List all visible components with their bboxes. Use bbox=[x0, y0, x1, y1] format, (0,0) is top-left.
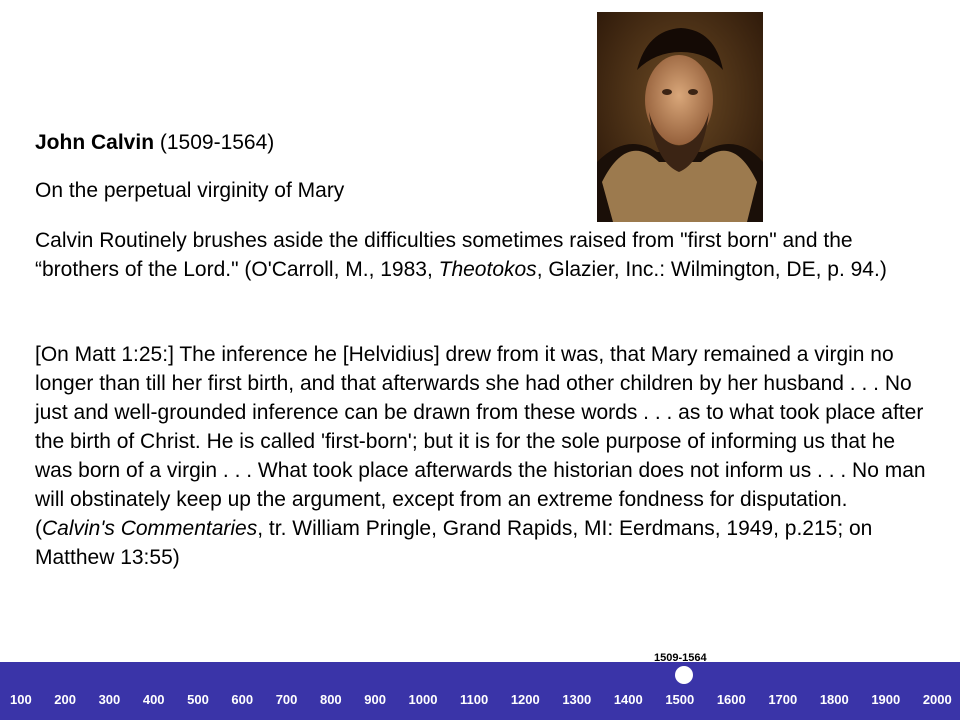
page-title bbox=[35, 128, 274, 157]
intro-text-end: , Glazier, Inc.: Wilmington, DE, p. 94.) bbox=[536, 258, 887, 281]
timeline-tick-label: 200 bbox=[54, 692, 76, 707]
citation-rest: , tr. William Pringle, Grand Rapids, MI: Eerdmans, 1949, p.215; on Matthew 13:55) bbox=[35, 517, 873, 569]
timeline-tick-label: 1700 bbox=[768, 692, 798, 707]
citation-title: Calvin's Commentaries bbox=[42, 517, 258, 540]
timeline-tick-label: 700 bbox=[275, 692, 298, 707]
timeline-ticks bbox=[10, 692, 952, 707]
timeline-tick-label: 100 bbox=[10, 692, 32, 707]
timeline-tick-label: 1600 bbox=[716, 692, 746, 707]
timeline-tick-label: 2000 bbox=[922, 692, 952, 707]
timeline-tick-label: 1400 bbox=[613, 692, 643, 707]
intro-book-title: Theotokos bbox=[438, 258, 537, 281]
timeline-tick-label: 1900 bbox=[871, 692, 901, 707]
timeline-tick-label: 600 bbox=[231, 692, 254, 707]
timeline-tick-label: 1500 bbox=[665, 692, 695, 707]
timeline-tick-label: 1100 bbox=[460, 692, 489, 707]
quote-body: [On Matt 1:25:] The inference he [Helvidius] drew from it was, that Mary remained a virgin no longer than till her first birth, and that afterwards she had other children by her husband . . . No just and well-grounded inference can be drawn from these words . . . as to what took place after the birth of Christ. He is called 'first-born'; but it is for the sole purpose of informing us that he was born of a virgin . . . What took place afterwards the historian does not inform us . . . No man will obstinately keep up the argument, except from an extreme fondness for disputation. bbox=[35, 343, 926, 511]
person-dates: (1509-1564) bbox=[154, 131, 275, 154]
quote-paragraph bbox=[35, 340, 935, 572]
timeline-tick-label: 1300 bbox=[562, 692, 592, 707]
portrait-image bbox=[597, 12, 763, 222]
timeline-tick-label: 400 bbox=[142, 692, 165, 707]
timeline-tick-label: 1000 bbox=[408, 692, 438, 707]
timeline-marker-label: 1509-1564 bbox=[654, 652, 707, 664]
timeline-bar bbox=[0, 662, 960, 720]
intro-text: Calvin Routinely brushes aside the difficulties sometimes raised from "first born" and the “brothers of the Lord." (O'Carroll, M., 1983, bbox=[35, 229, 853, 281]
intro-paragraph bbox=[35, 226, 915, 284]
timeline-marker-dot bbox=[675, 666, 693, 684]
timeline-tick-label: 1200 bbox=[510, 692, 540, 707]
timeline-tick-label: 900 bbox=[364, 692, 386, 707]
person-name: John Calvin bbox=[35, 131, 155, 154]
timeline-tick-label: 800 bbox=[319, 692, 342, 707]
timeline-tick-label: 300 bbox=[98, 692, 121, 707]
subtitle: On the perpetual virginity of Mary bbox=[35, 179, 345, 202]
timeline-tick-label: 1800 bbox=[819, 692, 849, 707]
timeline-tick-label: 500 bbox=[187, 692, 209, 707]
citation-open: ( bbox=[35, 517, 42, 540]
